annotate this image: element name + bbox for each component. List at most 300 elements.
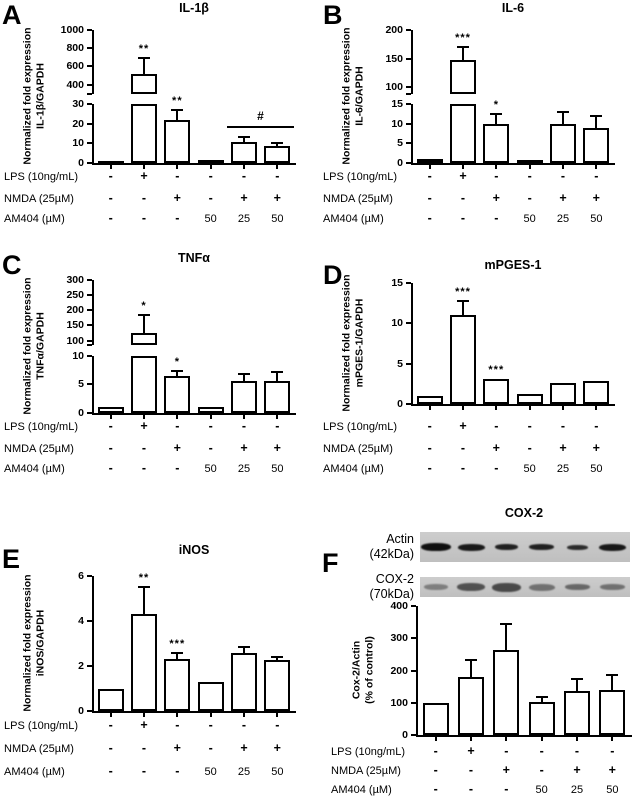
bar (417, 396, 443, 404)
y-axis-label: Normalized fold expression IL-1β/GAPDH (21, 27, 46, 165)
y-tick-label: 250 (66, 289, 84, 302)
treatment-value: - (175, 169, 180, 183)
y-axis (416, 606, 418, 735)
bar (231, 142, 257, 163)
treatment-value: - (468, 763, 474, 777)
error-bar (176, 110, 178, 120)
error-bar (143, 315, 145, 333)
treatment-row-label: AM404 (µM) (4, 213, 65, 225)
error-bar-cap (500, 623, 512, 625)
panel-e (0, 500, 319, 799)
treatment-row-label: AM404 (µM) (323, 463, 384, 475)
protein-band (458, 544, 485, 551)
y-tick-label: 100 (390, 696, 408, 709)
treatment-value: - (208, 169, 213, 183)
treatment-value: - (141, 211, 147, 225)
treatment-value: - (433, 744, 438, 758)
error-bar (470, 660, 472, 677)
treatment-row-label: NMDA (25µM) (323, 443, 393, 455)
error-bar-cap (465, 659, 477, 661)
significance-marker: *** (455, 285, 471, 298)
bar-broken-lower (131, 104, 157, 163)
panel-d (319, 250, 638, 500)
treatment-value: - (433, 782, 438, 796)
y-tick-label: 5 (397, 137, 403, 150)
y-tick-label: 100 (385, 81, 403, 93)
protein-band (495, 544, 518, 550)
y-tick-label: 1000 (60, 24, 84, 36)
error-bar (176, 653, 178, 660)
treatment-value: - (494, 419, 499, 433)
plot-area (78, 570, 294, 717)
bar (264, 146, 290, 163)
y-tick (406, 86, 411, 88)
y-tick-label: 5 (397, 357, 403, 370)
bar (599, 690, 625, 735)
treatment-value: - (241, 718, 247, 732)
y-tick-label: 0 (78, 705, 84, 717)
treatment-value: 25 (556, 213, 570, 225)
y-tick-label: 150 (66, 319, 84, 332)
treatment-value: + (467, 744, 475, 758)
y-tick-label: 200 (66, 304, 84, 317)
y-axis-label: Normalized fold expression IL-6/GAPDH (340, 27, 365, 165)
treatment-value: 50 (606, 784, 619, 796)
bar (583, 381, 609, 404)
panel-f (319, 500, 638, 799)
significance-marker: ** (138, 43, 150, 56)
x-axis (92, 413, 296, 415)
treatment-value: - (527, 441, 532, 455)
treatment-value: - (108, 211, 113, 225)
treatment-row-label: AM404 (µM) (4, 766, 65, 778)
error-bar-cap (138, 314, 150, 316)
y-axis-label: Normalized fold expression mPGES-1/GAPDH (340, 274, 365, 412)
treatment-value: + (140, 718, 148, 732)
treatment-value: - (427, 419, 432, 433)
treatment-value: + (592, 191, 600, 205)
bar (423, 703, 449, 735)
protein-band (565, 584, 590, 590)
x-tick (429, 406, 431, 410)
bar (164, 659, 190, 711)
chart-title: IL-6 (501, 1, 525, 15)
significance-marker: * (141, 299, 147, 312)
treatment-value: - (504, 744, 509, 758)
y-tick (87, 620, 92, 622)
treatment-value: 50 (204, 766, 217, 778)
error-bar-cap (171, 370, 183, 372)
treatment-value: - (594, 169, 599, 183)
treatment-value: - (108, 764, 113, 778)
treatment-value: - (108, 419, 113, 433)
treatment-value: 50 (271, 213, 284, 225)
treatment-value: - (275, 169, 280, 183)
panel-letter: E (2, 544, 21, 574)
bar (264, 660, 290, 711)
y-tick (406, 142, 411, 144)
y-tick (406, 282, 411, 284)
x-axis (416, 735, 632, 737)
blot-strip-actin (420, 532, 630, 562)
bar (131, 614, 157, 711)
error-bar-cap (171, 652, 183, 654)
treatment-value: - (539, 763, 544, 777)
y-axis-upper-segment (92, 280, 94, 345)
significance-marker: * (493, 99, 499, 112)
treatment-row-label: AM404 (µM) (331, 784, 392, 796)
panel-a (0, 0, 319, 250)
bar (450, 315, 476, 404)
treatment-value: + (559, 441, 567, 455)
treatment-value: 50 (271, 766, 284, 778)
x-tick (435, 737, 437, 741)
y-tick (87, 47, 92, 49)
x-tick (470, 737, 472, 741)
treatment-value: + (140, 419, 148, 433)
treatment-value: - (574, 744, 580, 758)
significance-marker: ** (138, 572, 150, 585)
treatment-value: - (141, 191, 147, 205)
x-axis (411, 163, 615, 165)
panel-letter: A (2, 0, 22, 30)
error-bar (562, 112, 564, 124)
y-tick (406, 58, 411, 60)
treatment-value: - (108, 461, 113, 475)
treatment-row-label: LPS (10ng/mL) (331, 746, 405, 758)
significance-bracket (227, 126, 294, 128)
treatment-value: - (175, 461, 180, 475)
error-bar-cap (138, 586, 150, 588)
treatment-value: 50 (204, 463, 217, 475)
x-tick (176, 713, 178, 717)
y-tick-label: 2 (78, 660, 84, 672)
treatment-value: 50 (590, 463, 603, 475)
treatment-value: + (459, 169, 467, 183)
protein-band (457, 583, 485, 591)
axis-break-tick (406, 93, 411, 95)
treatment-value: 25 (556, 463, 570, 475)
panel-letter: D (323, 260, 343, 290)
treatment-value: + (492, 191, 500, 205)
treatment-value: - (460, 191, 466, 205)
bar (417, 159, 443, 163)
y-axis (411, 283, 413, 404)
treatment-value: - (108, 191, 113, 205)
bar-broken-upper (131, 74, 157, 94)
treatment-value: - (560, 169, 566, 183)
error-bar-cap (557, 111, 569, 113)
y-tick-label: 600 (66, 60, 84, 73)
x-tick (143, 713, 145, 717)
y-axis-upper-segment (411, 30, 413, 94)
error-bar-cap (606, 674, 618, 676)
error-bar (462, 301, 464, 316)
error-bar (495, 114, 497, 124)
y-tick-label: 400 (66, 78, 84, 91)
error-bar (576, 679, 578, 691)
y-tick-label: 6 (78, 570, 84, 582)
y-tick (87, 123, 92, 125)
treatment-value: 50 (590, 213, 603, 225)
protein-band (567, 545, 588, 550)
treatment-value: 50 (523, 213, 536, 225)
treatment-value: - (108, 741, 113, 755)
treatment-value: - (175, 419, 180, 433)
error-bar-cap (238, 646, 250, 648)
x-tick (505, 737, 507, 741)
error-bar-cap (271, 371, 283, 373)
treatment-value: - (427, 441, 432, 455)
y-axis (92, 576, 94, 711)
y-axis-upper-segment (92, 30, 94, 94)
error-bar-cap (457, 46, 469, 48)
protein-band (529, 584, 555, 591)
protein-band (529, 544, 554, 550)
bar (564, 691, 590, 735)
y-tick-label: 10 (391, 117, 403, 130)
y-tick (406, 103, 411, 105)
treatment-value: - (241, 169, 247, 183)
y-tick-label: 150 (385, 52, 403, 65)
bar (198, 160, 224, 164)
y-tick-label: 20 (72, 117, 84, 130)
error-bar (143, 58, 145, 74)
treatment-row-label: NMDA (25µM) (331, 765, 401, 777)
y-tick-label: 30 (72, 98, 84, 111)
x-tick (541, 737, 543, 741)
bar-broken-upper (131, 333, 157, 345)
x-tick (576, 737, 578, 741)
blot-row-label: COX-2 (70kDa) (369, 572, 414, 601)
treatment-value: - (427, 211, 432, 225)
bar (550, 124, 576, 163)
treatment-value: + (273, 441, 281, 455)
y-tick-label: 0 (397, 157, 403, 169)
treatment-value: - (539, 744, 544, 758)
treatment-value: - (208, 191, 213, 205)
treatment-value: - (141, 441, 147, 455)
treatment-row-label: LPS (10ng/mL) (4, 421, 78, 433)
bar (198, 407, 224, 413)
bar-broken-upper (450, 60, 476, 94)
bar (264, 381, 290, 413)
treatment-value: - (241, 419, 247, 433)
y-tick (87, 103, 92, 105)
bar (198, 682, 224, 711)
treatment-value: - (427, 191, 432, 205)
significance-marker: *** (169, 637, 186, 650)
error-bar-cap (536, 696, 548, 698)
axis-break-tick (87, 344, 92, 346)
treatment-value: 50 (271, 463, 284, 475)
bar (98, 407, 124, 413)
y-tick (406, 123, 411, 125)
treatment-value: - (504, 782, 509, 796)
significance-marker: *** (488, 363, 505, 376)
treatment-value: - (208, 441, 213, 455)
treatment-value: - (108, 169, 113, 183)
treatment-value: + (559, 191, 567, 205)
treatment-value: - (494, 169, 499, 183)
bar (164, 120, 190, 163)
treatment-value: + (240, 741, 248, 755)
error-bar-cap (590, 115, 602, 117)
treatment-value: - (460, 211, 466, 225)
bar-broken-lower (131, 356, 157, 413)
x-tick (529, 406, 531, 410)
bar (483, 379, 509, 404)
y-tick-label: 400 (390, 600, 408, 612)
y-tick-label: 15 (391, 98, 403, 111)
protein-band (424, 584, 448, 590)
bar (458, 677, 484, 735)
plot-area (60, 24, 294, 169)
x-tick (562, 406, 564, 410)
y-tick (87, 294, 92, 296)
axis-break-tick (87, 93, 92, 95)
y-axis-label: Normalized fold expression iNOS/GAPDH (21, 574, 46, 712)
error-bar-cap (457, 300, 469, 302)
treatment-value: - (175, 718, 180, 732)
protein-band (492, 583, 521, 592)
y-tick (87, 340, 92, 342)
y-tick-label: 5 (78, 378, 84, 391)
y-axis (411, 104, 413, 163)
error-bar (243, 374, 245, 381)
bar (483, 124, 509, 163)
y-tick (87, 309, 92, 311)
treatment-value: + (173, 741, 181, 755)
x-tick (210, 713, 212, 717)
treatment-value: 25 (570, 784, 584, 796)
y-tick-label: 15 (391, 277, 403, 289)
y-tick-label: 100 (66, 334, 84, 347)
treatment-value: - (108, 441, 113, 455)
treatment-value: + (492, 441, 500, 455)
chart-title: mPGES-1 (484, 258, 542, 272)
treatment-value: - (527, 169, 532, 183)
error-bar-cap (238, 373, 250, 375)
treatment-row-label: AM404 (µM) (323, 213, 384, 225)
bar (98, 161, 124, 165)
treatment-value: - (208, 419, 213, 433)
bar (164, 376, 190, 413)
treatment-value: - (427, 461, 432, 475)
treatment-value: - (460, 441, 466, 455)
x-axis (92, 711, 296, 713)
y-tick (406, 322, 411, 324)
treatment-value: + (140, 169, 148, 183)
treatment-value: - (275, 419, 280, 433)
significance-marker: *** (455, 32, 471, 45)
y-tick-label: 300 (66, 274, 84, 286)
treatment-row-label: LPS (10ng/mL) (323, 171, 397, 183)
treatment-value: 25 (237, 463, 251, 475)
y-tick (87, 65, 92, 67)
treatment-value: - (141, 764, 147, 778)
treatment-value: - (460, 461, 466, 475)
x-tick (595, 406, 597, 410)
plot-area (66, 274, 294, 419)
treatment-value: + (273, 191, 281, 205)
treatment-value: - (610, 744, 615, 758)
y-tick-label: 800 (66, 42, 84, 55)
y-tick (87, 355, 92, 357)
significance-bracket-label: # (257, 108, 264, 123)
treatment-value: + (502, 763, 510, 777)
treatment-value: - (494, 461, 499, 475)
y-tick (87, 84, 92, 86)
bar (493, 650, 519, 735)
y-tick (87, 575, 92, 577)
blot-strip-cox-2 (420, 577, 630, 597)
treatment-value: - (427, 169, 432, 183)
bar (231, 653, 257, 712)
treatment-value: 50 (535, 784, 548, 796)
chart-title: iNOS (178, 543, 210, 557)
y-tick-label: 0 (397, 398, 403, 410)
treatment-row-label: LPS (10ng/mL) (323, 421, 397, 433)
y-tick (87, 29, 92, 31)
protein-band (599, 544, 626, 551)
treatment-value: 25 (237, 766, 251, 778)
bar (517, 160, 543, 164)
bar (231, 381, 257, 413)
treatment-value: + (173, 191, 181, 205)
treatment-value: - (494, 211, 499, 225)
x-tick (243, 713, 245, 717)
blot-row-label: Actin (42kDa) (369, 532, 414, 561)
panel-c (0, 250, 319, 500)
treatment-row-label: AM404 (µM) (4, 463, 65, 475)
error-bar (505, 624, 507, 649)
treatment-value: + (608, 763, 616, 777)
y-tick-label: 4 (78, 615, 84, 627)
chart-title: TNFα (178, 251, 210, 265)
treatment-value: + (573, 763, 581, 777)
y-tick (411, 605, 416, 607)
treatment-row-label: NMDA (25µM) (4, 743, 74, 755)
y-tick-label: 300 (390, 632, 408, 645)
error-bar-cap (171, 109, 183, 111)
bar (583, 128, 609, 163)
y-tick-label: 200 (385, 24, 403, 36)
treatment-row-label: LPS (10ng/mL) (4, 171, 78, 183)
protein-band (421, 543, 451, 551)
y-tick-label: 0 (78, 157, 84, 169)
y-tick-label: 0 (78, 407, 84, 419)
x-tick (462, 406, 464, 410)
y-tick (406, 29, 411, 31)
panel-letter: F (322, 548, 339, 578)
x-tick (611, 737, 613, 741)
error-bar (595, 116, 597, 128)
error-bar-cap (271, 142, 283, 144)
significance-marker: * (174, 355, 180, 368)
error-bar (143, 587, 145, 614)
x-tick (495, 406, 497, 410)
treatment-value: 50 (204, 213, 217, 225)
treatment-value: - (208, 718, 213, 732)
y-tick-label: 10 (72, 137, 84, 150)
treatment-value: - (560, 419, 566, 433)
y-tick-label: 10 (391, 317, 403, 330)
treatment-value: + (240, 191, 248, 205)
error-bar (462, 47, 464, 60)
treatment-value: - (594, 419, 599, 433)
plot-area (391, 277, 613, 410)
